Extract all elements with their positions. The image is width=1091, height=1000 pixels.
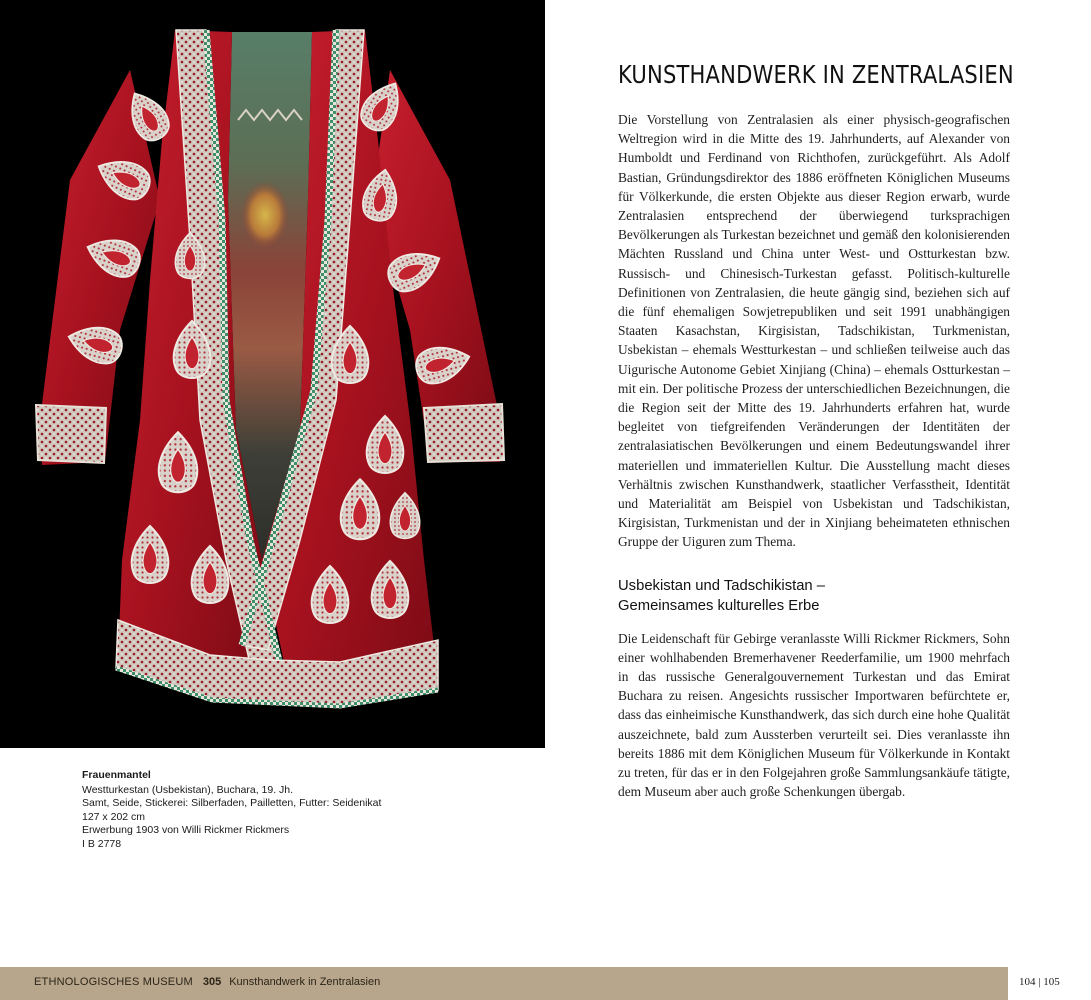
section-heading	[618, 576, 1010, 617]
footer-number: 305	[202, 976, 222, 988]
footer-museum: ETHNOLOGISCHES MUSEUM	[34, 976, 193, 988]
footer-section: Kunsthandwerk in Zentralasien	[229, 976, 381, 988]
caption-inventory-number: I B 2778	[82, 837, 122, 850]
intro-paragraph: Die Vorstellung von Zentralasien als einer physisch-geografischen Weltregion wird in die Mitte des 19. Jahrhunderts, auf Alexander von Humboldt und Ferdinand von Richthofen, zurückgeführt. Als Adolf Bastian, Gründungsdirektor des 1886 eröffneten Königlichen Museums für Völkerkunde, die ersten Objekte aus dieser Region erwarb, wurde Zentralasien entsprechend der überwiegend turksprachigen Bevölkerungen als Turkestan bezeichnet und gemäß den kolonisierenden Mächten Russland und China unter West- und Ostturkestan bzw. Russisch- und Chinesisch-Turkestan gefasst. Politisch-kulturelle Definitionen von Zentralasien, die heute gängig sind, beziehen sich auf die fünf ehemaligen Sowjetrepubliken und seit 1991 unabhängigen Staaten Kasachstan, Kirgisistan, Tadschikistan, Turkmenistan, Usbekistan – ehemals Westturkestan – und schließen teilweise auch das Uigurische Autonome Gebiet Xinjiang (China) – ehemals Ostturkestan – mit ein. Der politische Prozess der unterschiedlichen Bezeichnungen, die die Region seit der Mitte des 19. Jahrhunderts erfahren hat, wurde begleitet von tiefgreifenden Veränderungen der Identitäten der zentralasiatischen Bevölkerungen und einem Bedeutungswandel ihrer materiellen und immateriellen Kultur. Die Ausstellung macht dieses Verhältnis zwischen Kunsthandwerk, staatlicher Verfasstheit, Identität und Materialität am Beispiel von Usbekistan und Tadschikistan, Kirgisistan, Turkmenistan und der in Xinjiang beheimateten ethnischen Gruppe der Uiguren zum Thema.	[618, 112, 1010, 550]
article	[618, 60, 1014, 802]
section-heading-line-1: Usbekistan und Tadschikistan –	[618, 577, 826, 594]
chapter-title: KUNSTHANDWERK IN ZENTRALASIEN	[618, 60, 1014, 89]
coat-photo	[0, 0, 545, 748]
caption-acquisition: Erwerbung 1903 von Willi Rickmer Rickmers	[82, 824, 290, 837]
page-numbers-box	[1008, 967, 1091, 1000]
caption-materials: Samt, Seide, Stickerei: Silberfaden, Pailletten, Futter: Seidenikat	[82, 797, 382, 810]
caption-title: Frauenmantel	[82, 769, 151, 781]
caption-origin: Westturkestan (Usbekistan), Buchara, 19. Jh.	[82, 783, 294, 796]
running-footer	[34, 975, 380, 989]
photo-caption	[82, 769, 482, 852]
coat-illustration	[0, 0, 545, 748]
section-heading-line-2: Gemeinsames kulturelles Erbe	[618, 598, 820, 615]
page-footer	[0, 967, 1091, 1000]
page-numbers: 104 | 105	[1019, 976, 1060, 988]
section-paragraph: Die Leidenschaft für Gebirge veranlasste Willi Rickmer Rickmers, Sohn einer wohlhabenden Bremerhavener Reederfamilie, um 1900 mehrfach in das russische Generalgouvernement Turkestan und das Emirat Buchara zu reisen. Angesichts russischer Importwaren befürchtete er, dass das einheimische Kunsthandwerk, das sich durch eine hohe Qualität auszeichnete, bald zum Aussterben verurteilt sei. Dies veranlasste ihn bereits 1886 mit dem Königlichen Museum für Völkerkunde in Kontakt zu treten, für das er in den Folgejahren große Sammlungsankäufe tätigte, dem Museum aber auch große Schenkungen übergab.	[618, 630, 1010, 800]
caption-dimensions: 127 x 202 cm	[82, 810, 146, 823]
